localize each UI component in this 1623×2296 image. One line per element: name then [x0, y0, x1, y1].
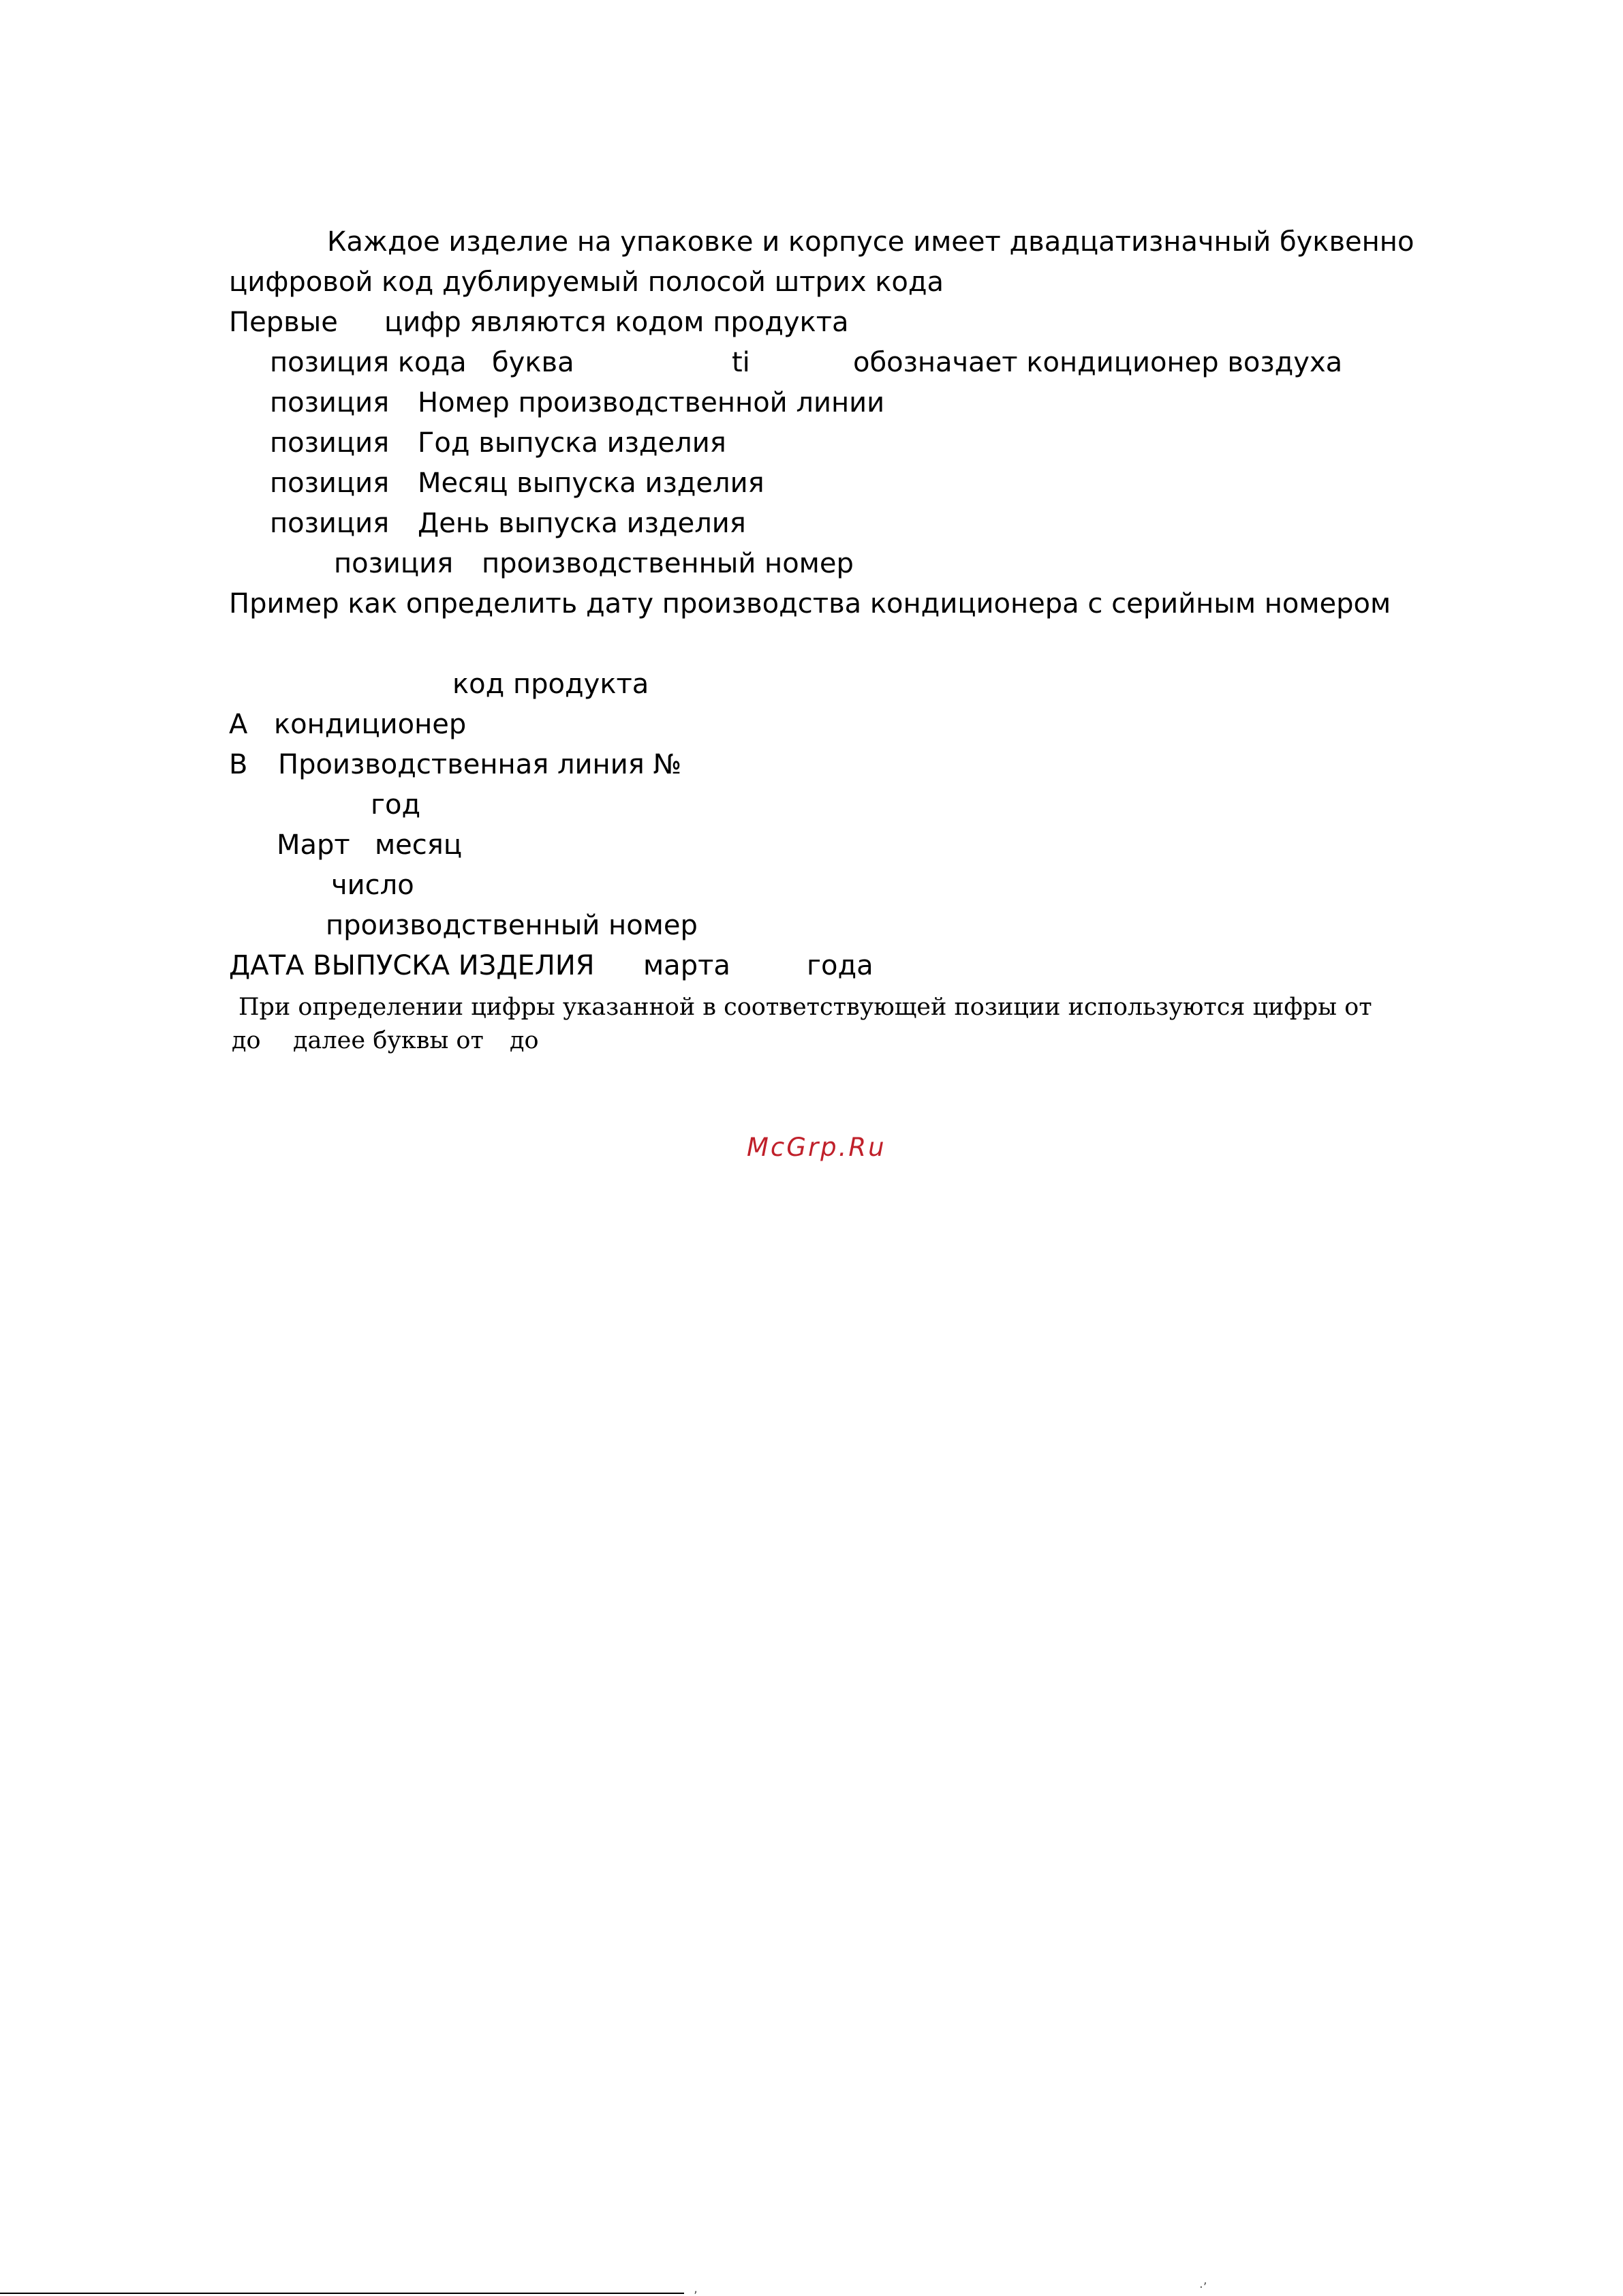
position-text: День выпуска изделия: [418, 508, 746, 539]
position-label: позиция кода: [270, 347, 467, 378]
note-line-2: [232, 1026, 709, 1056]
example-letter-a: А: [229, 709, 248, 740]
example-row-month: [277, 829, 754, 861]
position-text: Номер производственной линии: [418, 387, 885, 418]
example-serial: производственный номер: [326, 910, 698, 941]
position-row-line: [270, 386, 1087, 419]
position-text: ti: [732, 347, 750, 378]
example-month-label: месяц: [375, 829, 463, 861]
example-day: число: [331, 870, 414, 901]
note-line-1: При определении цифры указанной в соответствующей позиции используются цифры от: [238, 994, 1372, 1021]
example-month-value: Март: [277, 829, 350, 861]
example-text-a: кондиционер: [274, 709, 467, 740]
example-line: Пример как определить дату производства кондиционера с серийным номером: [229, 588, 1391, 619]
example-row-b: [229, 748, 842, 781]
page-edge-mark: ‚: [694, 2282, 698, 2296]
first-digits-rest: цифр являются кодом продукта: [384, 307, 849, 338]
position-label: позиция: [270, 468, 390, 499]
example-row-a: [229, 708, 774, 741]
example-year: год: [371, 789, 421, 821]
position-text: Год выпуска изделия: [418, 427, 726, 459]
release-date-year: года: [807, 950, 874, 981]
position-label: позиция: [270, 387, 390, 418]
position-row-month: [270, 467, 1087, 500]
first-digits-line: [229, 306, 910, 339]
position-text: Месяц выпуска изделия: [418, 468, 764, 499]
release-date-label: ДАТА ВЫПУСКА ИЗДЕЛИЯ: [229, 950, 595, 981]
intro-line-1: Каждое изделие на упаковке и корпусе имеет двадцатизначный буквенно: [327, 226, 1415, 258]
intro-line-2: цифровой код дублируемый полосой штрих кода: [229, 266, 944, 298]
page-edge-mark: ·’: [1199, 2280, 1207, 2295]
position-text: производственный номер: [482, 548, 854, 579]
release-date-row: [229, 949, 978, 982]
example-product-code: код продукта: [452, 669, 649, 700]
note-part: далее буквы от: [293, 1027, 484, 1054]
page-bottom-rule: [0, 2293, 684, 2294]
position-label: позиция: [270, 508, 390, 539]
position-row-code: [270, 346, 1360, 379]
note-part: до: [510, 1027, 539, 1054]
first-digits-word: Первые: [229, 307, 338, 338]
watermark-logo: McGrp.Ru: [747, 1133, 886, 1162]
position-row-serial: [334, 547, 1151, 580]
release-date-month: марта: [643, 950, 730, 981]
example-text-b: Производственная линия №: [278, 749, 682, 780]
position-text: буква: [492, 347, 574, 378]
position-label: позиция: [334, 548, 454, 579]
position-row-year: [270, 427, 1087, 459]
note-part: до: [232, 1027, 261, 1054]
position-text: обозначает кондиционер воздуха: [853, 347, 1343, 378]
position-row-day: [270, 507, 1087, 540]
position-label: позиция: [270, 427, 390, 459]
example-letter-b: В: [229, 749, 248, 780]
